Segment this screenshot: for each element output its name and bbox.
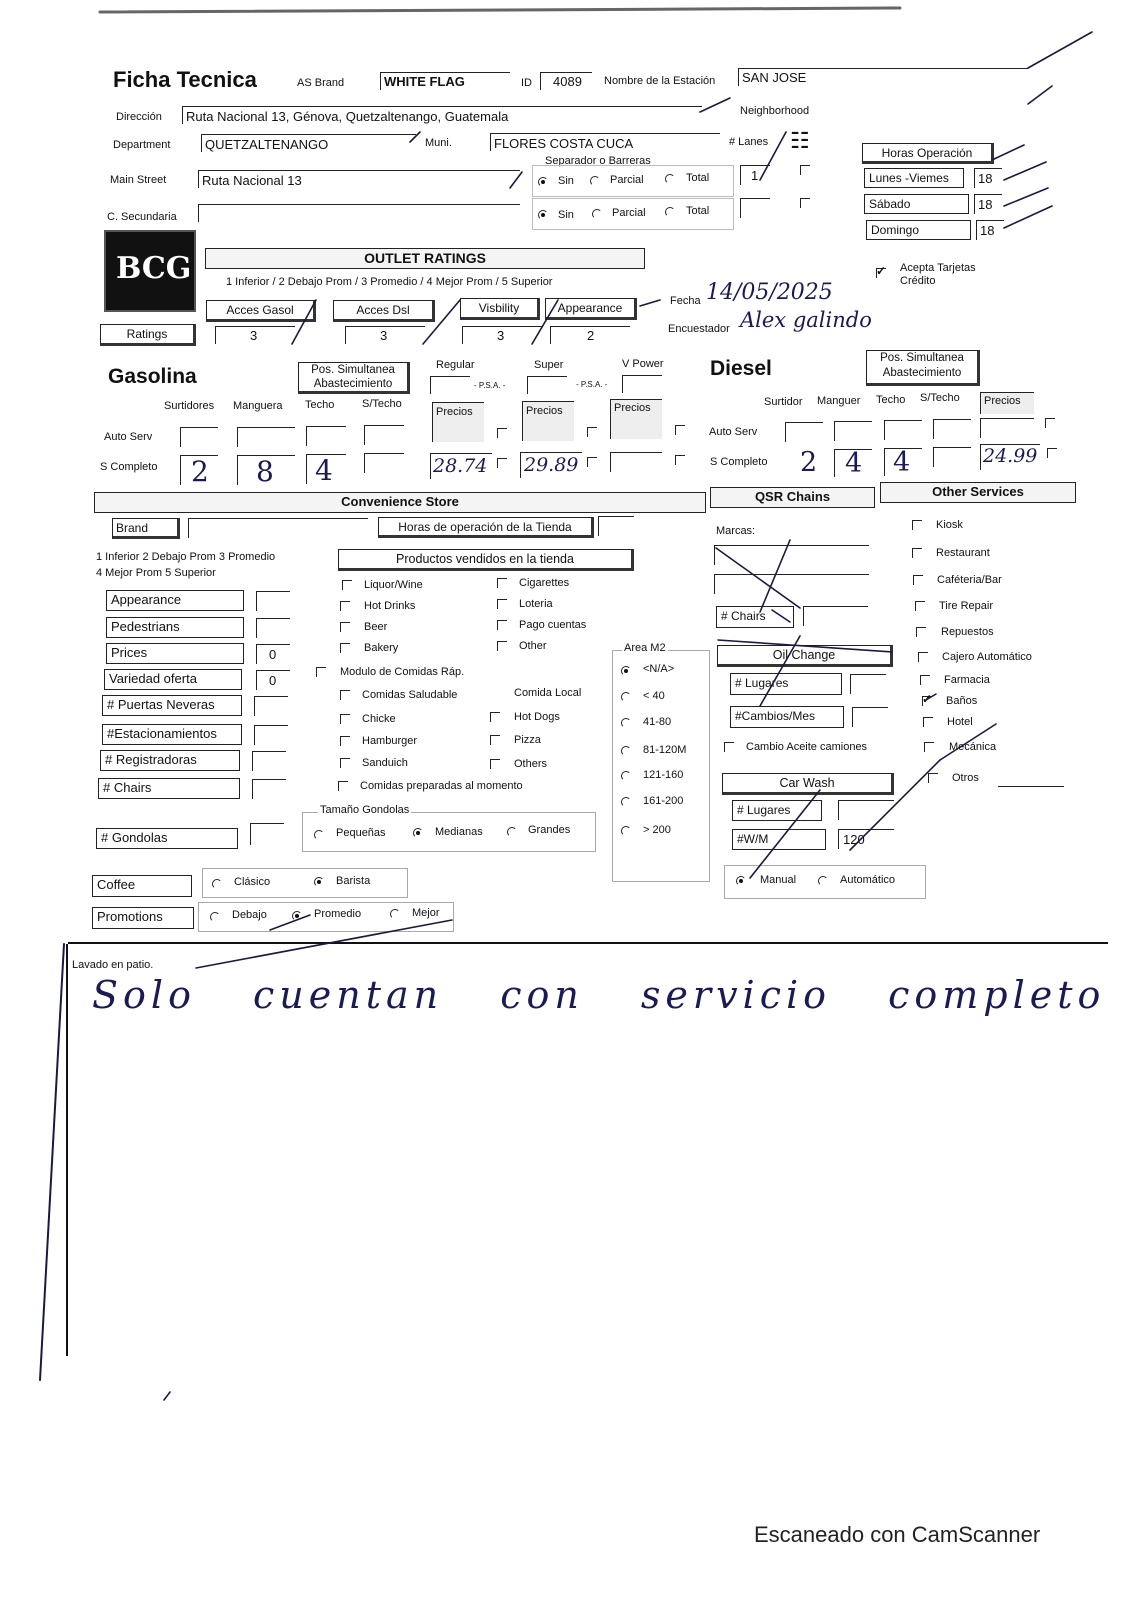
gas-sc-techo-value: 4 (315, 454, 333, 487)
acces-gasol-value: 3 (250, 328, 258, 343)
fast-pizza-label: Pizza (514, 734, 541, 746)
gas-sc-manguera-value: 8 (256, 455, 274, 488)
prepared-food-label: Comidas preparadas al momento (360, 780, 523, 792)
coffee-clasico-label: Clásico (234, 876, 271, 888)
product-liquor-label: Liquor/Wine (364, 579, 423, 591)
diesel-s-completo-label: S Completo (710, 456, 768, 468)
store-rating-label-5: #Estacionamientos (102, 724, 242, 745)
gondola-grandes-label: Grandes (528, 824, 571, 836)
surtidores-label: Surtidores (164, 400, 215, 412)
promo-promedio-label: Promedio (314, 908, 362, 920)
fast-chicke-label: Chicke (362, 713, 396, 725)
diesel-stecho-label: S/Techo (920, 392, 960, 404)
muni-label: Muni. (425, 137, 452, 149)
gondola-pequenas-label: Pequeñas (336, 827, 386, 839)
appearance-value: 2 (587, 328, 595, 343)
lanes-value: 1 (751, 168, 759, 183)
visibility-value: 3 (497, 328, 505, 343)
store-brand-label: Brand (112, 518, 180, 539)
qsr-chairs-label: # Chairs (716, 606, 794, 628)
gasolina-auto-serv-label: Auto Serv (104, 431, 153, 443)
gondolas-label: # Gondolas (96, 828, 238, 849)
diesel-manguer-label: Manguer (817, 395, 861, 407)
outlet-ratings-scale: 1 Inferior / 2 Debajo Prom / 3 Promedio / 4 Mejor Prom / 5 Superior (226, 276, 553, 288)
healthy-food-label: Comidas Saludable (362, 689, 458, 701)
dsl-sc-manguer-value: 4 (845, 448, 863, 479)
product-cigarettes-label: Cigarettes (519, 577, 570, 589)
address-label: Dirección (116, 111, 162, 123)
main-street-label: Main Street (110, 174, 167, 186)
cw-wm-value: 120 (843, 832, 865, 847)
precios-super-label: Precios (526, 405, 563, 417)
marcas-label: Marcas: (716, 525, 756, 537)
lanes-label: # Lanes (729, 136, 769, 148)
camscanner-footer: Escaneado con CamScanner (754, 1522, 1041, 1547)
visibility-label: Visbility (460, 298, 540, 320)
separator-label: Separador o Barreras (545, 155, 651, 167)
fecha-label: Fecha (670, 295, 701, 307)
diesel-simultaneous-label: Pos. Simultanea Abastecimiento (866, 350, 980, 386)
store-rating-label-6: # Registradoras (100, 750, 240, 771)
store-hours-label: Horas de operación de la Tienda (378, 517, 594, 538)
diesel-precios-label: Precios (984, 395, 1021, 407)
product-bakery-label: Bakery (364, 642, 399, 654)
acces-dsl-value: 3 (380, 328, 388, 343)
accepts-cards-label: Acepta Tarjetas Crédito (900, 262, 976, 287)
scan-top-edge (100, 8, 900, 12)
product-loteria-label: Loteria (519, 598, 553, 610)
banos-tick (926, 694, 936, 700)
promo-debajo-label: Debajo (232, 909, 267, 921)
stroke-8 (1004, 162, 1046, 180)
qsr-chains-title: QSR Chains (710, 487, 875, 508)
separator2-parcial-label: Parcial (612, 207, 646, 219)
product-pago-label: Pago cuentas (519, 619, 587, 631)
store-rating-label-3: Variedad oferta (104, 669, 242, 690)
brand-value: WHITE FLAG (384, 74, 465, 89)
store-rating-value-3: 0 (269, 673, 277, 688)
traffic-light-icon: ☷ (790, 128, 810, 153)
convenience-store-title: Convenience Store (94, 492, 706, 513)
svc-hotel-label: Hotel (947, 716, 973, 728)
store-scale-line1: 1 Inferior 2 Debajo Prom 3 Promedio (96, 551, 276, 563)
techo-label: Techo (305, 399, 335, 411)
separator2-total-label: Total (686, 205, 710, 217)
oil-change-label: Oil Change (717, 645, 893, 667)
svc-cafeteria-label: Caféteria/Bar (937, 574, 1002, 586)
muni-value: FLORES COSTA CUCA (494, 136, 634, 151)
separator1-total-label: Total (686, 172, 710, 184)
department-label: Department (113, 139, 171, 151)
appearance-label: Appearance (545, 298, 637, 320)
store-scale-line2: 4 Mejor Prom 5 Superior (96, 567, 216, 579)
stroke-13 (532, 300, 558, 344)
diesel-surtidor-label: Surtidor (764, 396, 803, 408)
acces-gasol-label: Acces Gasol (206, 300, 316, 322)
stroke-3 (700, 98, 730, 112)
stroke-12 (423, 300, 460, 344)
other-services-title: Other Services (880, 482, 1076, 503)
product-other-label: Other (519, 640, 547, 652)
separator1-sin-label: Sin (558, 175, 574, 187)
strike-services (940, 724, 996, 760)
area-option-1: < 40 (643, 690, 665, 702)
as-brand-label: AS Brand (297, 77, 345, 89)
store-rating-label-0: Appearance (106, 590, 244, 611)
lavado-arrow-line (196, 920, 452, 968)
coffee-barista-label: Barista (336, 875, 371, 887)
car-wash-label: Car Wash (722, 773, 894, 795)
gondola-medianas-label: Medianas (435, 826, 483, 838)
sunday-value: 18 (980, 223, 995, 238)
saturday-value: 18 (978, 197, 993, 212)
strike-wash-2 (850, 760, 940, 850)
ratings-label: Ratings (100, 324, 196, 346)
store-rating-label-1: Pedestrians (106, 617, 244, 638)
strike-chairs (772, 610, 790, 622)
svc-cajero-label: Cajero Automático (942, 651, 1032, 663)
id-value: 4089 (553, 74, 582, 89)
hours-title: Horas Operación (862, 143, 994, 164)
weekdays-label: Lunes -Viemes (864, 168, 964, 188)
dsl-sc-surtidor-value: 2 (800, 447, 818, 478)
form-title: Ficha Tecnica (113, 67, 257, 92)
stroke-4 (410, 132, 420, 142)
fast-hamburger-label: Hamburger (362, 735, 418, 747)
gasolina-title: Gasolina (108, 365, 197, 388)
product-hotdrinks-label: Hot Drinks (364, 600, 416, 612)
wash-auto-label: Automático (840, 874, 896, 886)
secondary-street-label: C. Secundaria (107, 211, 177, 223)
separator2-sin-label: Sin (558, 209, 574, 221)
fast-hotdogs-label: Hot Dogs (514, 711, 560, 723)
oil-lugares-label: # Lugares (730, 673, 842, 695)
bcg-logo-text: BCG (116, 251, 192, 286)
stroke-1 (1028, 32, 1092, 68)
neighborhood-label: Neighborhood (740, 105, 810, 117)
super-psa-label: - P.S.A. - (576, 380, 608, 389)
strike-marcas-1 (716, 548, 800, 608)
stroke-7 (992, 145, 1024, 160)
gasolina-s-completo-label: S Completo (100, 461, 158, 473)
stroke-6 (760, 132, 786, 180)
area-option-3: 81-120M (643, 744, 687, 756)
cw-wm-label: #W/M (732, 829, 826, 850)
svc-mecanica-label: Mecánica (949, 741, 997, 753)
stray-mark (164, 1392, 170, 1400)
svc-banos-label: Baños (946, 695, 978, 707)
svc-restaurant-label: Restaurant (936, 547, 990, 559)
svc-repuestos-label: Repuestos (941, 626, 994, 638)
wash-manual-label: Manual (760, 874, 797, 886)
cw-lugares-label: # Lugares (732, 800, 822, 821)
gas-sc-surtidores-value: 2 (191, 455, 209, 488)
fast-food-label: Modulo de Comidas Ráp. (340, 666, 465, 678)
precios-vpower-label: Precios (614, 402, 651, 414)
stroke-9 (1004, 188, 1048, 206)
department-value: QUETZALTENANGO (205, 137, 329, 152)
store-rating-label-2: Prices (106, 643, 244, 664)
stecho-label: S/Techo (362, 398, 402, 410)
promedio-mark (270, 915, 310, 930)
store-rating-label-7: # Chairs (98, 778, 240, 799)
saturday-label: Sábado (864, 194, 969, 214)
strike-wash (750, 790, 820, 878)
vpower-label: V Power (622, 358, 664, 370)
store-rating-label-4: # Puertas Neveras (102, 695, 242, 716)
area-option-0: <N/A> (643, 663, 675, 675)
stroke-5 (510, 172, 522, 188)
promotions-label: Promotions (92, 907, 194, 929)
station-name-label: Nombre de la Estación (604, 75, 716, 87)
store-rating-value-2: 0 (269, 647, 277, 662)
stroke-11 (292, 300, 316, 344)
diesel-title: Diesel (710, 357, 772, 380)
notes-left-edge (40, 944, 64, 1380)
id-label: ID (521, 77, 532, 89)
notes-handwritten[interactable]: Solo cuentan con servicio completo (92, 973, 1106, 1017)
promo-mejor-label: Mejor (412, 907, 440, 919)
gondola-size-label: Tamaño Gondolas (320, 804, 410, 816)
super-price-value: 29.89 (524, 454, 579, 476)
encuestador-value: Alex galindo (740, 308, 872, 332)
area-option-5: 161-200 (643, 795, 684, 807)
svc-kiosk-label: Kiosk (936, 519, 963, 531)
stroke-10 (1004, 206, 1052, 228)
weekdays-value: 18 (978, 171, 993, 186)
station-name-value: SAN JOSE (742, 70, 807, 85)
products-title: Productos vendidos en la tienda (338, 549, 634, 571)
acces-dsl-label: Acces Dsl (333, 300, 435, 322)
fast-sanduich-label: Sanduich (362, 757, 408, 769)
dsl-sc-techo-value: 4 (893, 447, 911, 478)
strike-oil-2 (760, 636, 800, 706)
area-label: Area M2 (624, 642, 666, 654)
address-value: Ruta Nacional 13, Génova, Quetzaltenango, Guatemala (186, 109, 509, 124)
main-street-value: Ruta Nacional 13 (202, 173, 302, 188)
outlet-ratings-title: OUTLET RATINGS (205, 248, 645, 269)
regular-psa-label: - P.S.A. - (474, 381, 506, 390)
product-beer-label: Beer (364, 621, 388, 633)
strike-oil (718, 640, 892, 652)
diesel-techo-label: Techo (876, 394, 906, 406)
stroke-2 (1028, 86, 1052, 104)
oil-cambios-label: #Cambios/Mes (730, 706, 844, 728)
gasolina-simultaneous-label: Pos. Simultanea Abastecimiento (298, 362, 410, 394)
fecha-value: 14/05/2025 (706, 280, 833, 305)
encuestador-label: Encuestador (668, 323, 730, 335)
diesel-price-value: 24.99 (983, 445, 1038, 467)
svc-tire-label: Tire Repair (939, 600, 993, 612)
stroke-14 (640, 300, 660, 306)
separator1-parcial-label: Parcial (610, 174, 644, 186)
svc-otros-label: Otros (952, 772, 979, 784)
regular-label: Regular (436, 359, 475, 371)
diesel-auto-serv-label: Auto Serv (709, 426, 758, 438)
local-food-label: Comida Local (514, 687, 582, 699)
strike-marcas-2 (760, 540, 790, 612)
area-option-2: 41-80 (643, 716, 672, 728)
svc-farmacia-label: Farmacia (944, 674, 990, 686)
super-label: Super (534, 359, 564, 371)
area-option-4: 121-160 (643, 769, 684, 781)
truck-oil-label: Cambio Aceite camiones (746, 741, 868, 753)
sunday-label: Domingo (866, 220, 971, 240)
manguera-label: Manguera (233, 400, 283, 412)
precios-regular-label: Precios (436, 406, 473, 418)
coffee-label: Coffee (92, 875, 192, 897)
fast-others-label: Others (514, 758, 548, 770)
area-option-6: > 200 (643, 824, 671, 836)
notes-label: Lavado en patio. (72, 959, 154, 971)
regular-price-value: 28.74 (433, 455, 488, 477)
